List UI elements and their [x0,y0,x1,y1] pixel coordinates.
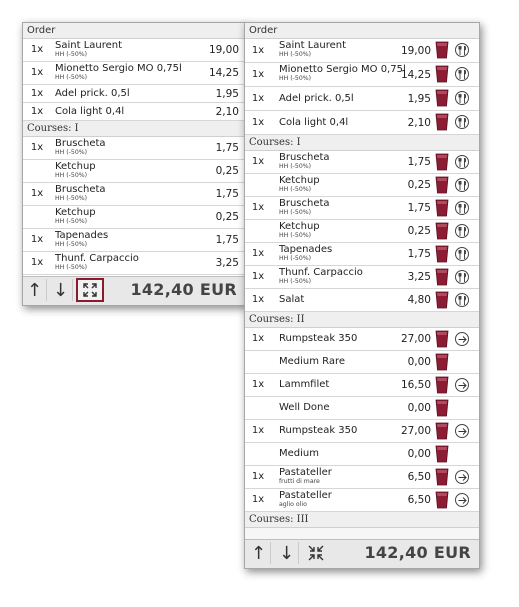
quantity: 1x [251,69,265,80]
item-price: 1,75 [407,202,431,214]
order-row-modifier[interactable] [245,174,479,197]
cutlery-button[interactable] [455,247,469,261]
item-name: Salat [279,294,305,305]
glass-icon[interactable] [435,445,449,463]
item-price: 1,75 [407,248,431,260]
expand-icon [82,282,98,298]
item-price: 19,00 [208,44,239,56]
send-course-button[interactable] [455,424,469,438]
item-price: 2,10 [215,106,239,118]
glass-icon[interactable] [435,199,449,217]
item-name: Medium Rare [279,356,346,367]
quantity: 1x [30,188,44,199]
arrow-up-icon: ↑ [26,279,43,301]
item-name: Well Done [279,402,330,413]
order-list[interactable] [23,23,245,276]
order-panel-compact [22,22,246,306]
item-name: Rumpsteak 350 [279,425,358,436]
item-name: Bruscheta HH (-50%) [55,184,106,202]
order-row[interactable] [245,197,479,220]
item-name: Thunf. Carpaccio HH (-50%) [55,253,139,271]
order-row-modifier[interactable] [245,397,479,420]
order-row-modifier[interactable] [23,160,245,183]
quantity: 1x [251,471,265,482]
quantity: 1x [251,425,265,436]
order-row[interactable] [23,103,245,121]
quantity: 1x [251,271,265,282]
order-panel-expanded [244,22,480,569]
item-price: 1,75 [215,188,239,200]
order-row[interactable] [245,289,479,312]
cutlery-button[interactable] [455,91,469,105]
glass-icon[interactable] [435,399,449,417]
item-name: Mionetto Sergio MO 0,75l HH (-50%) [55,63,182,81]
item-name: Cola light 0,4l [279,117,349,128]
item-price: 6,50 [407,471,431,483]
item-name: Pastateller frutti di mare [279,467,332,485]
order-row[interactable] [23,62,245,85]
send-course-button[interactable] [455,332,469,346]
glass-icon[interactable] [435,468,449,486]
item-price: 0,25 [407,179,431,191]
glass-icon[interactable] [435,268,449,286]
quantity: 1x [251,494,265,505]
item-name: Lammfilet [279,379,330,390]
cutlery-button[interactable] [455,115,469,129]
quantity: 1x [30,142,44,153]
section-header-courses-2: Courses: II [245,312,479,328]
item-price: 1,95 [407,93,431,105]
arrow-right-icon [458,335,467,344]
glass-icon[interactable] [435,113,449,131]
item-name: Bruscheta HH (-50%) [279,198,330,216]
cutlery-button[interactable] [455,270,469,284]
send-course-button[interactable] [455,470,469,484]
order-row[interactable] [245,39,479,63]
glass-icon[interactable] [435,176,449,194]
order-row[interactable] [23,183,245,206]
quantity: 1x [251,156,265,167]
item-price: 0,00 [407,402,431,414]
quantity: 1x [251,202,265,213]
item-name: Ketchup HH (-50%) [279,175,320,193]
item-name: Pastateller aglio olio [279,490,332,508]
send-course-button[interactable] [455,378,469,392]
order-row[interactable] [245,420,479,443]
section-header-courses-1: Courses: I [23,121,245,137]
cutlery-icon [458,46,467,55]
cutlery-button[interactable] [455,293,469,307]
order-row-modifier[interactable] [245,351,479,374]
order-row[interactable] [245,111,479,135]
quantity: 1x [30,106,44,117]
item-name: Adel prick. 0,5l [279,93,354,104]
quantity: 1x [251,248,265,259]
quantity: 1x [251,294,265,305]
order-row-modifier[interactable] [245,220,479,243]
order-list[interactable] [245,23,479,540]
cutlery-button[interactable] [455,155,469,169]
item-price: 14,25 [400,69,431,81]
item-price: 3,25 [407,271,431,283]
glass-icon[interactable] [435,245,449,263]
arrow-up-icon: ↑ [250,542,267,564]
item-price: 3,25 [215,257,239,269]
cutlery-button[interactable] [455,43,469,57]
cutlery-icon [458,94,467,103]
item-price: 2,10 [407,117,431,129]
glass-icon[interactable] [435,153,449,171]
item-name: Tapenades HH (-50%) [279,244,333,262]
item-price: 4,80 [407,294,431,306]
cutlery-icon [458,118,467,127]
order-row[interactable] [245,87,479,111]
scroll-down-button[interactable] [275,542,299,564]
order-row[interactable] [245,466,479,489]
order-row-modifier[interactable] [245,443,479,466]
item-price: 0,25 [407,225,431,237]
arrow-right-icon [458,427,467,436]
item-price: 1,75 [407,156,431,168]
collapse-button[interactable] [303,542,329,564]
glass-icon[interactable] [435,491,449,509]
item-price: 1,95 [215,88,239,100]
quantity: 1x [30,88,44,99]
item-price: 0,00 [407,356,431,368]
quantity: 1x [30,234,44,245]
quantity: 1x [30,67,44,78]
order-row[interactable] [245,151,479,174]
expand-button[interactable] [76,278,104,302]
glass-icon[interactable] [435,376,449,394]
glass-icon[interactable] [435,353,449,371]
item-name: Adel prick. 0,5l [55,88,130,99]
quantity: 1x [251,117,265,128]
item-name: Medium [279,448,319,459]
glass-icon[interactable] [435,41,449,59]
order-row[interactable] [245,328,479,351]
order-total: 142,40 EUR [130,280,237,299]
item-name: Saint Laurent HH (-50%) [279,40,347,58]
arrow-right-icon [458,473,467,482]
item-price: 27,00 [400,425,431,437]
quantity: 1x [251,93,265,104]
glass-icon[interactable] [435,65,449,83]
order-row[interactable] [23,229,245,252]
scroll-down-button[interactable] [49,279,73,301]
cutlery-icon [458,227,467,236]
glass-icon[interactable] [435,89,449,107]
arrow-right-icon [458,496,467,505]
order-row[interactable] [23,137,245,160]
quantity: 1x [251,379,265,390]
quantity: 1x [30,257,44,268]
order-row[interactable] [245,374,479,397]
item-price: 1,75 [215,234,239,246]
order-toolbar [245,539,479,568]
item-name: Saint Laurent HH (-50%) [55,40,123,58]
collapse-icon [308,545,324,561]
cutlery-button[interactable] [455,201,469,215]
glass-icon[interactable] [435,291,449,309]
section-header-courses-1: Courses: I [245,135,479,151]
arrow-down-icon: ↓ [52,279,69,301]
order-row[interactable] [245,63,479,87]
order-total: 142,40 EUR [364,543,471,562]
item-name: Bruscheta HH (-50%) [279,152,330,170]
quantity: 1x [251,45,265,56]
arrow-down-icon: ↓ [278,542,295,564]
item-price: 16,50 [400,379,431,391]
order-row[interactable] [245,489,479,512]
item-price: 1,75 [215,142,239,154]
item-price: 19,00 [400,45,431,57]
cutlery-icon [458,296,467,305]
item-name: Rumpsteak 350 [279,333,358,344]
glass-icon[interactable] [435,222,449,240]
cutlery-icon [458,204,467,213]
item-name: Bruscheta HH (-50%) [55,138,106,156]
cutlery-icon [458,250,467,259]
item-name: Ketchup HH (-50%) [55,207,96,225]
cutlery-button[interactable] [455,67,469,81]
item-price: 27,00 [400,333,431,345]
arrow-right-icon [458,381,467,390]
cutlery-icon [458,273,467,282]
section-header-order: Order [23,23,245,39]
item-price: 0,00 [407,448,431,460]
glass-icon[interactable] [435,330,449,348]
cutlery-button[interactable] [455,224,469,238]
section-header-courses-3: Courses: III [245,512,479,528]
item-price: 14,25 [208,67,239,79]
item-name: Mionetto Sergio MO 0,75l HH (-50%) [279,64,406,82]
item-name: Ketchup HH (-50%) [55,161,96,179]
order-row-modifier[interactable] [23,206,245,229]
quantity: 1x [30,44,44,55]
order-row[interactable] [23,85,245,103]
item-price: 0,25 [215,165,239,177]
scroll-up-button[interactable] [247,542,271,564]
cutlery-icon [458,181,467,190]
item-name: Thunf. Carpaccio HH (-50%) [279,267,363,285]
item-name: Cola light 0,4l [55,106,125,117]
order-row[interactable] [245,266,479,289]
cutlery-icon [458,158,467,167]
cutlery-button[interactable] [455,178,469,192]
cutlery-icon [458,70,467,79]
order-toolbar [23,276,245,305]
glass-icon[interactable] [435,422,449,440]
item-name: Ketchup HH (-50%) [279,221,320,239]
item-price: 0,25 [215,211,239,223]
scroll-up-button[interactable] [23,279,47,301]
order-row[interactable] [23,252,245,275]
order-row[interactable] [245,243,479,266]
item-price: 6,50 [407,494,431,506]
quantity: 1x [251,333,265,344]
item-name: Tapenades HH (-50%) [55,230,109,248]
order-row[interactable] [23,39,245,62]
section-header-order: Order [245,23,479,39]
send-course-button[interactable] [455,493,469,507]
